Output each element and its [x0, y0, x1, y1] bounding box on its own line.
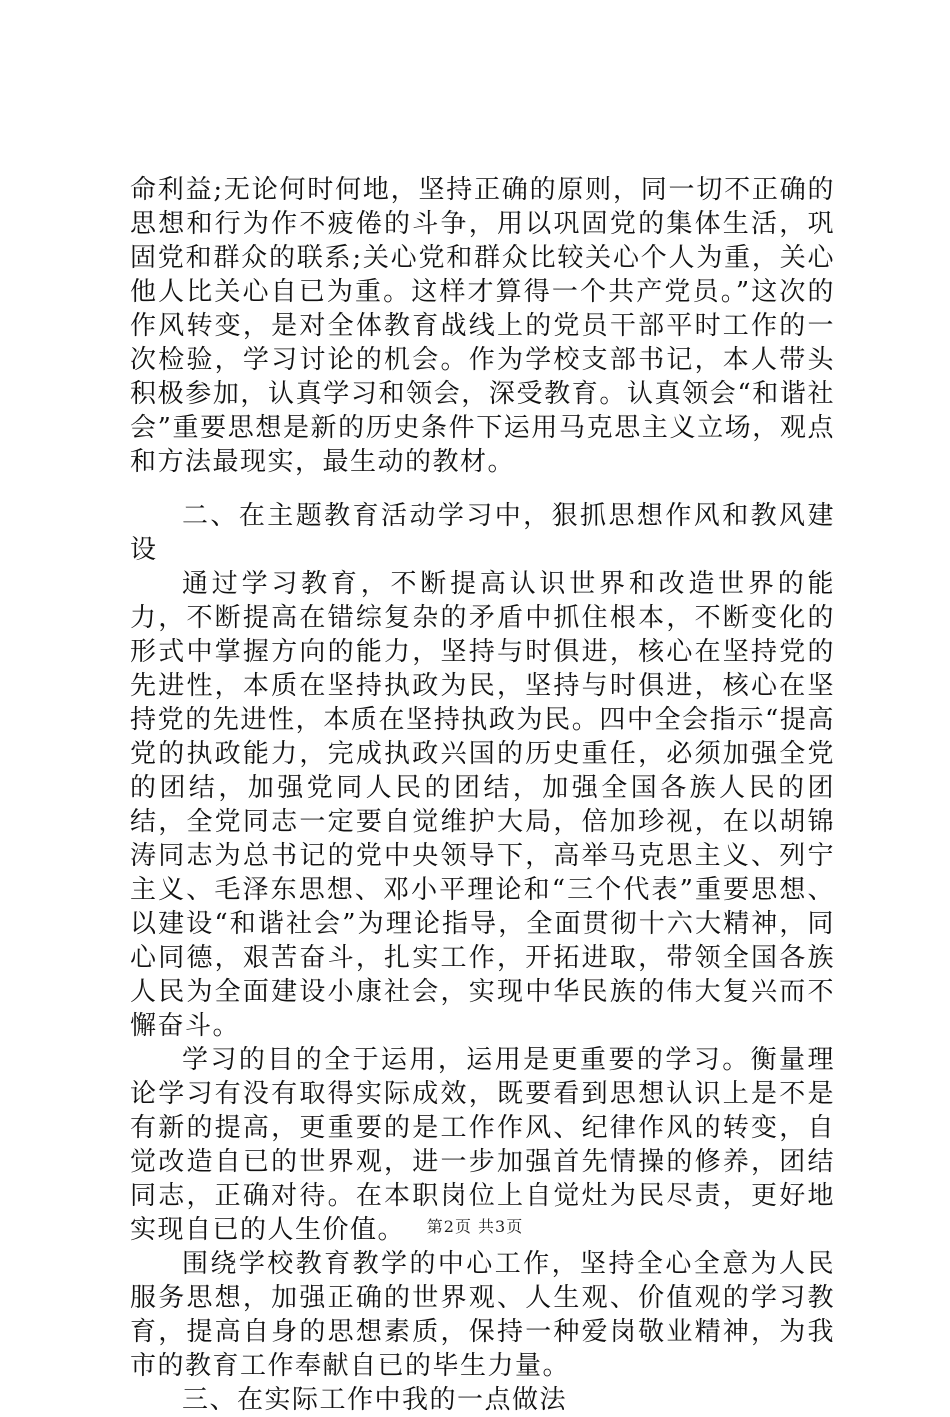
section-heading-3: 三、在实际工作中我的一点做法: [182, 1385, 568, 1415]
paragraph-gap: [130, 479, 835, 499]
page-number-footer: 第2页 共3页: [426, 1217, 524, 1236]
paragraph-study-education: 通过学习教育，不断提高认识世界和改造世界的能力，不断提高在错综复杂的矛盾中抓住根本，不断变化的形式中掌握方向的能力，坚持与时俱进，核心在坚持党的先进性，本质在坚持执政为民，坚持与时俱进，核心在坚持党的先进性，本质在坚持执政为民。四中全会指示“提高党的执政能力，完成执政兴国的历史重任，必须加强全党的团结，加强党同人民的团结，加强全国各族人民的团结，全党同志一定要自觉维护大局，倍加珍视，在以胡锦涛同志为总书记的党中央领导下，高举马克思主义、列宁主义、毛泽东思想、邓小平理论和“三个代表”重要思想、以建设“和谐社会”为理论指导，全面贯彻十六大精神，同心同德，艰苦奋斗，扎实工作，开拓进取，带领全国各族人民为全面建设小康社会，实现中华民族的伟大复兴而不懈奋斗。: [130, 569, 835, 1041]
paragraph-study-purpose: 学习的目的全于运用，运用是更重要的学习。衡量理论学习有没有取得实际成效，既要看到思想认识上是不是有新的提高，更重要的是工作作风、纪律作风的转变，自觉改造自已的世界观，进一步加强首先情操的修养，团结同志，正确对待。在本职岗位上自觉灶为民尽责，更好地实现自已的人生价值。: [130, 1045, 835, 1245]
paragraph-intro: 命利益;无论何时何地，坚持正确的原则，同一切不正确的思想和行为作不疲倦的斗争，用以巩固党的集体生活，巩固党和群众的联系;关心党和群众比较关心个人为重，关心他人比关心自已为重。这样才算得一个共产党员。”这次的作风转变，是对全体教育战线上的党员干部平时工作的一次检验，学习讨论的机会。作为学校支部书记，本人带头积极参加，认真学习和领会，深受教育。认真领会“和谐社会”重要思想是新的历史条件下运用马克思主义立场，观点和方法最现实，最生动的教材。: [130, 175, 835, 477]
paragraph-school-work: 围绕学校教育教学的中心工作，坚持全心全意为人民服务思想，加强正确的世界观、人生观、价值观的学习教育，提高自身的思想素质，保持一种爱岗敬业精神，为我市的教育工作奉献自已的毕生力量。: [130, 1249, 835, 1381]
section-heading-2: 二、在主题教育活动学习中，狠抓思想作风和教风建设: [130, 501, 835, 565]
